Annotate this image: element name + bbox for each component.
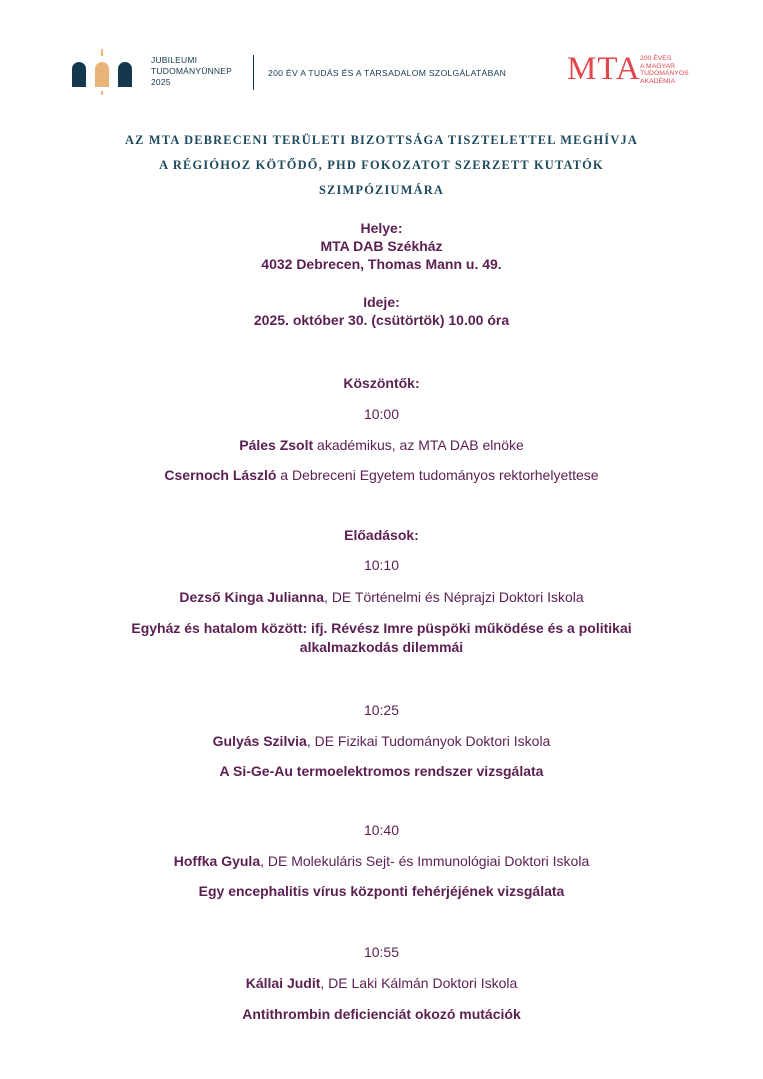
talk-time: 10:40 (363, 822, 400, 838)
header-tagline: 200 ÉV A TUDÁS ÉS A TÁRSADALOM SZOLGÁLATÁBAN (268, 68, 507, 78)
venue-name: MTA DAB Székház (320, 238, 443, 254)
talk-title: Antithrombin deficienciát okozó mutációk (242, 1006, 521, 1022)
date-value: 2025. október 30. (csütörtök) 10.00 óra (253, 312, 510, 328)
greeting-speaker: Páles Zsolt akadémikus, az MTA DAB elnöke (239, 437, 524, 453)
greetings-time: 10:00 (363, 406, 400, 422)
greetings-label: Köszöntők: (343, 375, 420, 391)
talk-title: alkalmazkodás dilemmái (299, 639, 464, 655)
talk-time: 10:55 (363, 944, 400, 960)
page-header (0, 44, 763, 104)
venue-address: 4032 Debrecen, Thomas Mann u. 49. (261, 256, 502, 272)
talk-speaker: Kállai Judit, DE Laki Kálmán Doktori Iskola (245, 975, 518, 991)
invitation-heading: AZ MTA DEBRECENI TERÜLETI BIZOTTSÁGA TISZTELETTEL MEGHÍVJA A RÉGIÓHOZ KÖTŐDŐ, PHD FOKOZATOT SZERZETT KUTATÓK SZIMPÓZIUMÁRA (124, 133, 639, 197)
talk-title: Egyház és hatalom között: ifj. Révész Imre püspöki működése és a politikai (131, 620, 632, 636)
jubilee-text: JUBILEUMI TUDOMÁNYÜNNEP 2025 (151, 55, 232, 87)
talk-time: 10:25 (363, 702, 400, 718)
venue-label: Helye: (360, 220, 403, 236)
date-label: Ideje: (363, 294, 400, 310)
talk-speaker: Dezső Kinga Julianna, DE Történelmi és Néprajzi Doktori Iskola (179, 589, 584, 605)
talks-label: Előadások: (344, 527, 419, 543)
talk-time: 10:10 (363, 557, 400, 573)
greeting-speaker: Csernoch László a Debreceni Egyetem tudományos rektorhelyettese (164, 467, 599, 483)
jubilee-arches-logo (70, 47, 136, 97)
talk-title: A Si-Ge-Au termoelektromos rendszer vizsgálata (219, 763, 544, 779)
talk-speaker: Hoffka Gyula, DE Molekuláris Sejt- és Immunológiai Doktori Iskola (173, 853, 590, 869)
mta-logo-subtitle: 200 ÉVES A MAGYAR TUDOMÁNYOS AKADÉMIA (640, 55, 689, 85)
mta-logo: MTA (567, 51, 641, 87)
talk-title: Egy encephalitis vírus központi fehérjéjének vizsgálata (198, 883, 565, 899)
header-divider (253, 55, 254, 90)
talk-speaker: Gulyás Szilvia, DE Fizikai Tudományok Doktori Iskola (212, 733, 551, 749)
